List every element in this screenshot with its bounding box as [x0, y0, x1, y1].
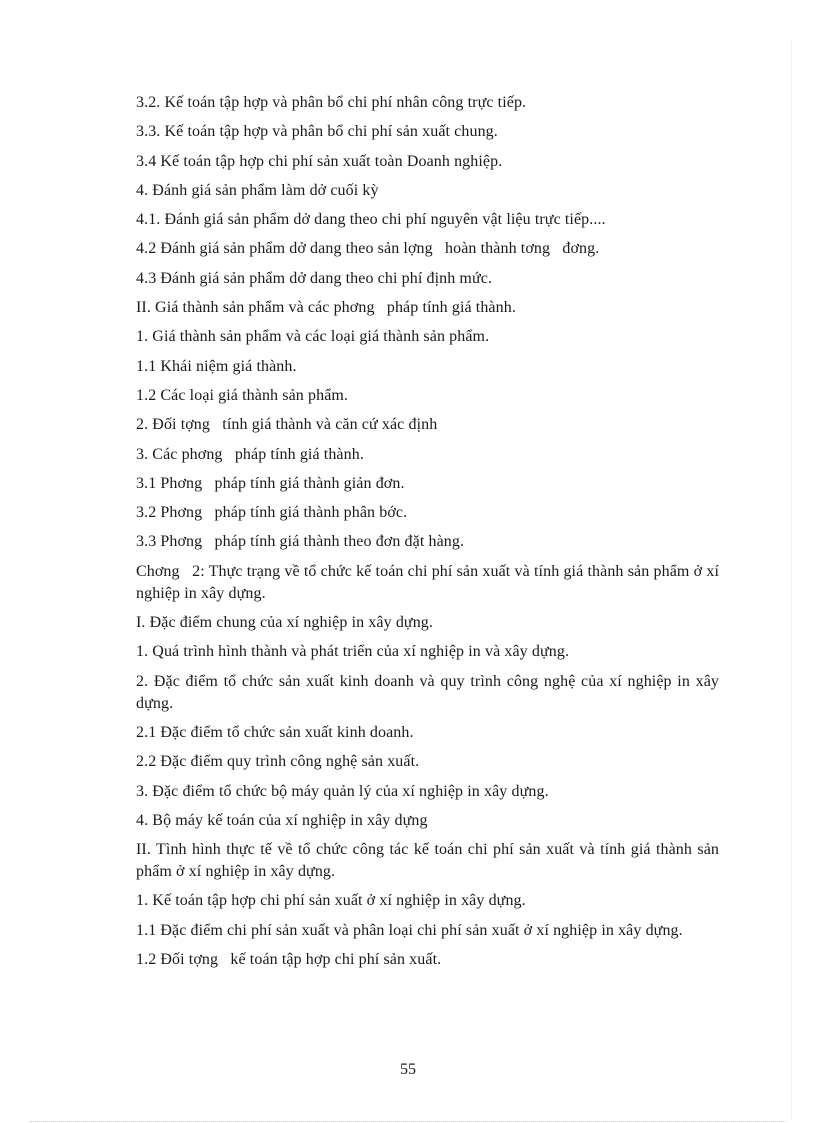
- toc-line: 1.2 Đối tợng kế toán tập hợp chi phí sản xuất.: [136, 951, 442, 969]
- toc-line: 2. Đặc điểm tổ chức sản xuất kinh doanh và quy trình công nghệ của xí nghiệp in xây dựng.: [136, 672, 724, 712]
- document-body: [136, 92, 724, 978]
- toc-line: 1.2 Các loại giá thành sản phẩm.: [136, 386, 349, 404]
- toc-line: 1. Kế toán tập hợp chi phí sản xuất ở xí nghiệp in xây dựng.: [136, 892, 526, 910]
- toc-line: 3.2. Kế toán tập hợp và phân bổ chi phí nhân công trực tiếp.: [136, 94, 527, 111]
- toc-line: 3.4 Kế toán tập hợp chi phí sản xuất toàn Doanh nghiệp.: [136, 152, 503, 170]
- toc-line: 1.1 Đặc điểm chi phí sản xuất và phân loại chi phí sản xuất ở xí nghiệp in xây dựng.: [136, 921, 683, 939]
- toc-line: 3.1 Phơng pháp tính giá thành giản đơn.: [136, 474, 405, 492]
- page-bottom-rule: [30, 1121, 786, 1122]
- toc-line: 3. Đặc điểm tổ chức bộ máy quản lý của xí nghiệp in xây dựng.: [136, 782, 549, 800]
- toc-line: 4.3 Đánh giá sản phẩm dở dang theo chi phí định mức.: [136, 269, 493, 287]
- toc-line: 4. Bộ máy kế toán của xí nghiệp in xây dựng: [136, 811, 428, 829]
- toc-line: 4.2 Đánh giá sản phẩm dở dang theo sản lợng hoàn thành tơng đơng.: [136, 240, 600, 258]
- toc-line: 1.1 Khái niệm giá thành.: [136, 357, 297, 375]
- page-number: 55: [400, 1061, 416, 1078]
- toc-line: I. Đặc điểm chung của xí nghiệp in xây dựng.: [136, 614, 433, 632]
- toc-line: II. Giá thành sản phẩm và các phơng pháp tính giá thành.: [136, 299, 516, 317]
- toc-line: 3.3 Phơng pháp tính giá thành theo đơn đặt hàng.: [136, 533, 465, 551]
- toc-line: 2. Đối tợng tính giá thành và căn cứ xác định: [136, 416, 438, 434]
- toc-line: 2.2 Đặc điểm quy trình công nghệ sản xuất.: [136, 753, 420, 771]
- toc-line: Chơng 2: Thực trạng về tổ chức kế toán chi phí sản xuất và tính giá thành sản phẩm ở xí nghiệp in xây dựng.: [136, 562, 724, 602]
- toc-line: 3.3. Kế toán tập hợp và phân bổ chi phí sản xuất chung.: [136, 123, 498, 141]
- toc-line: 4.1. Đánh giá sản phẩm dở dang theo chi phí nguyên vật liệu trực tiếp....: [136, 211, 606, 229]
- toc-line: 1. Giá thành sản phẩm và các loại giá thành sản phẩm.: [136, 328, 490, 346]
- toc-line: 3.2 Phơng pháp tính giá thành phân bớc.: [136, 504, 408, 522]
- toc-line: 3. Các phơng pháp tính giá thành.: [136, 445, 364, 463]
- page-edge-rule: [791, 40, 792, 1119]
- toc-line: 4. Đánh giá sản phẩm làm dở cuối kỳ: [136, 181, 379, 199]
- toc-line: 2.1 Đặc điểm tổ chức sản xuất kinh doanh.: [136, 723, 414, 741]
- toc-line: 1. Quá trình hình thành và phát triển của xí nghiệp in và xây dựng.: [136, 643, 570, 661]
- toc-line: II. Tình hình thực tế về tổ chức công tác kế toán chi phí sản xuất và tính giá thành sản phẩm ở xí nghiệp in xây dựng.: [136, 841, 724, 881]
